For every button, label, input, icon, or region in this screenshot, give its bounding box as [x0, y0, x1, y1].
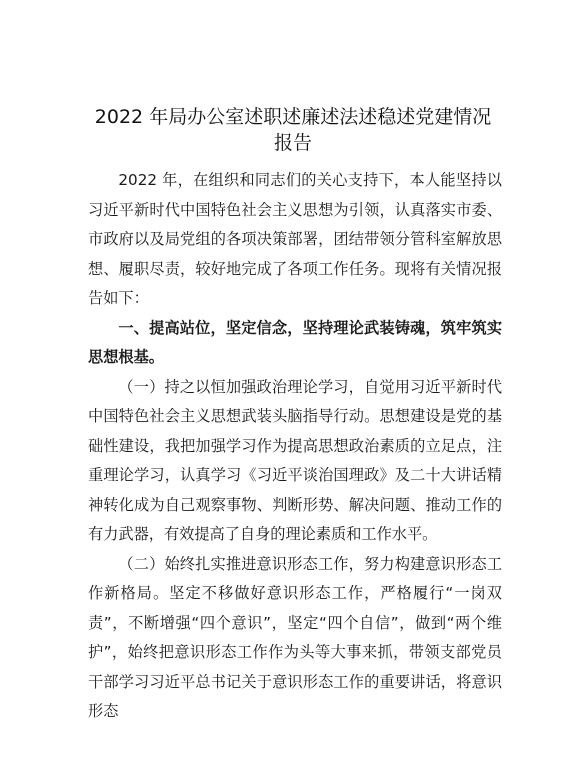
paragraph-subsection-1: （一）持之以恒加强政治理论学习，自觉用习近平新时代中国特色社会主义思想武装头脑指导行动。思想建设是党的基础性建设，我把加强学习作为提高思想政治素质的立足点，注重理论学习，认真学习《习近平谈治国理政》及二十大讲话精神转化成为自己观察事物、判断形势、解决问题、推动工作的有力武器，有效提高了自身的理论素质和工作水平。 [88, 377, 502, 543]
document-title-line-2: 报告 [273, 132, 312, 154]
document-body [88, 166, 502, 727]
section-heading-1: 一、提高站位，坚定信念，坚持理论武装铸魂，筑牢筑实思想根基。 [88, 318, 502, 366]
paragraph-intro: 2022 年，在组织和同志们的关心支持下，本人能坚持以习近平新时代中国特色社会主义思想为引领，认真落实市委、市政府以及局党组的各项决策部署，团结带领分管科室解放思想、履职尽责，较好地完成了各项工作任务。现将有关情况报告如下： [88, 171, 502, 307]
document-title-line-1: 2022 年局办公室述职述廉述法述稳述党建情况 [94, 106, 492, 128]
paragraph-subsection-2: （二）始终扎实推进意识形态工作，努力构建意识形态工作新格局。坚定不移做好意识形态工作，严格履行“一岗双责”，不断增强“四个意识”，坚定“四个自信”，做到“两个维护”，始终把意识形态工作作为头等大事来抓，带领支部党员干部学习习近平总书记关于意识形态工作的重要讲话，将意识形态 [88, 554, 502, 720]
